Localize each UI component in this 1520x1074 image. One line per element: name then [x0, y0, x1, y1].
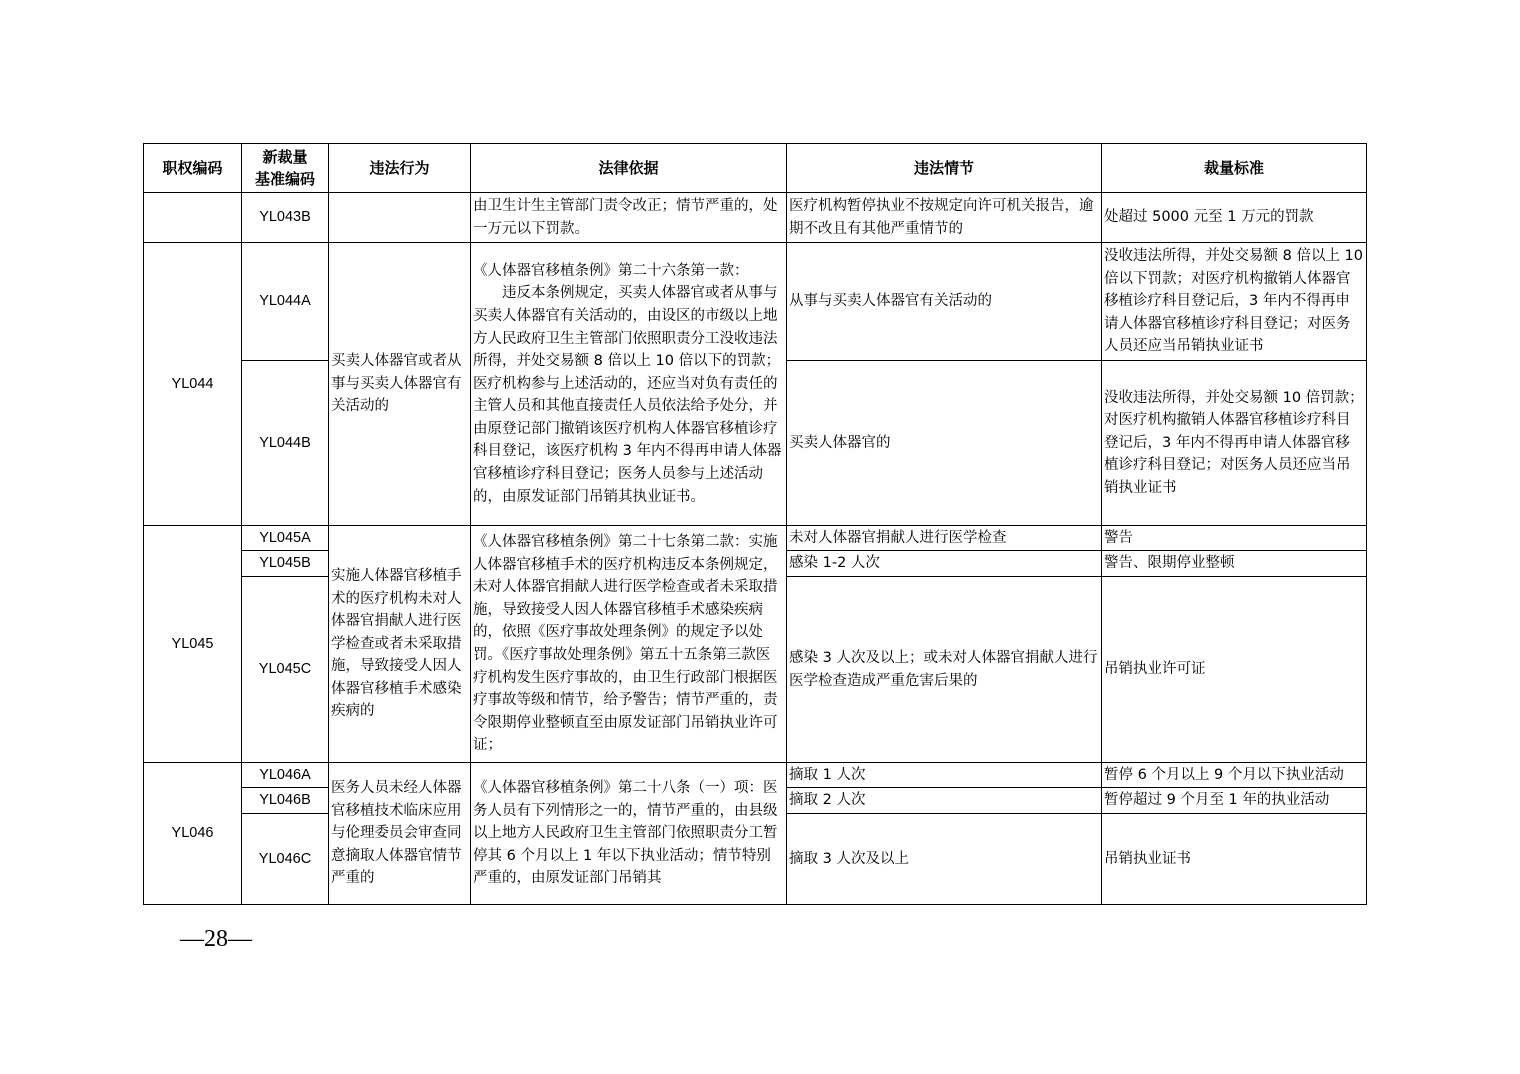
standard-cell: 处超过 5000 元至 1 万元的罚款	[1102, 193, 1367, 243]
legal-basis-cell: 《人体器官移植条例》第二十八条（一）项：医务人员有下列情形之一的，情节严重的，由县级以上地方人民政府卫生主管部门依照职责分工暂停其 6 个月以上 1 年以下执业活动；情节特别严重的，由原发证部门吊销其	[471, 763, 787, 905]
standard-cell: 没收违法所得，并处交易额 10 倍罚款；对医疗机构撤销人体器官移植诊疗科目登记后，3 年内不得再申请人体器官移植诊疗科目登记；对医务人员还应当吊销执业证书	[1102, 361, 1367, 526]
circumstance-cell: 摘取 3 人次及以上	[787, 814, 1102, 905]
sub-code-cell: YL046B	[242, 788, 329, 814]
sub-code-cell: YL044A	[242, 243, 329, 361]
circumstance-cell: 感染 1-2 人次	[787, 551, 1102, 577]
legal-basis-title: 《人体器官移植条例》第二十六条第一款：	[473, 262, 749, 279]
page-number: —28—	[180, 926, 252, 952]
sub-code-cell: YL046C	[242, 814, 329, 905]
sub-code-cell: YL045C	[242, 577, 329, 763]
table-row	[144, 193, 1367, 243]
legal-basis-cell: 《人体器官移植条例》第二十七条第二款：实施人体器官移植手术的医疗机构违反本条例规定，未对人体器官捐献人进行医学检查或者未采取措施，导致接受人因人体器官移植手术感染疾病的，依照《医疗事故处理条例》的规定予以处罚。《医疗事故处理条例》第五十五条第三款医疗机构发生医疗事故的，由卫生行政部门根据医疗事故等级和情节，给予警告；情节严重的，责令限期停业整顿直至由原发证部门吊销执业许可证；	[471, 526, 787, 763]
violation-cell: 医务人员未经人体器官移植技术临床应用与伦理委员会审查同意摘取人体器官情节严重的	[329, 763, 471, 905]
circumstance-cell: 未对人体器官捐献人进行医学检查	[787, 526, 1102, 551]
header-new-code-line2: 基准编码	[254, 170, 315, 188]
authority-code-cell: YL045	[144, 526, 242, 763]
sub-code-cell: YL045B	[242, 551, 329, 577]
sub-code-cell: YL045A	[242, 526, 329, 551]
authority-code-cell: YL044	[144, 243, 242, 526]
header-standard: 裁量标准	[1102, 144, 1367, 193]
standard-cell: 吊销执业证书	[1102, 814, 1367, 905]
table-row	[144, 763, 1367, 788]
penalty-standards-table	[143, 143, 1367, 905]
violation-cell: 买卖人体器官或者从事与买卖人体器官有关活动的	[329, 243, 471, 526]
standard-cell: 警告	[1102, 526, 1367, 551]
circumstance-cell: 医疗机构暂停执业不按规定向许可机关报告，逾期不改且有其他严重情节的	[787, 193, 1102, 243]
authority-code-cell	[144, 193, 242, 243]
legal-basis-cell	[471, 243, 787, 526]
header-new-code	[242, 144, 329, 193]
standard-cell: 暂停 6 个月以上 9 个月以下执业活动	[1102, 763, 1367, 788]
sub-code-cell: YL044B	[242, 361, 329, 526]
authority-code-cell: YL046	[144, 763, 242, 905]
circumstance-cell: 摘取 2 人次	[787, 788, 1102, 814]
header-authority-code: 职权编码	[144, 144, 242, 193]
header-circumstance: 违法情节	[787, 144, 1102, 193]
sub-code-cell: YL046A	[242, 763, 329, 788]
header-violation: 违法行为	[329, 144, 471, 193]
table-header-row	[144, 144, 1367, 193]
standard-cell: 暂停超过 9 个月至 1 年的执业活动	[1102, 788, 1367, 814]
header-new-code-line1: 新裁量	[262, 148, 308, 166]
table-row	[144, 526, 1367, 551]
standard-cell: 警告、限期停业整顿	[1102, 551, 1367, 577]
circumstance-cell: 摘取 1 人次	[787, 763, 1102, 788]
legal-basis-cell: 由卫生计生主管部门责令改正；情节严重的，处一万元以下罚款。	[471, 193, 787, 243]
standard-cell: 没收违法所得，并处交易额 8 倍以上 10 倍以下罚款；对医疗机构撤销人体器官移植诊疗科目登记后，3 年内不得再申请人体器官移植诊疗科目登记；对医务人员还应当吊销执业证书	[1102, 243, 1367, 361]
header-legal-basis: 法律依据	[471, 144, 787, 193]
table-row	[144, 243, 1367, 361]
violation-cell	[329, 193, 471, 243]
violation-cell: 实施人体器官移植手术的医疗机构未对人体器官捐献人进行医学检查或者未采取措施，导致接受人因人体器官移植手术感染疾病的	[329, 526, 471, 763]
circumstance-cell: 感染 3 人次及以上；或未对人体器官捐献人进行医学检查造成严重危害后果的	[787, 577, 1102, 763]
standard-cell: 吊销执业许可证	[1102, 577, 1367, 763]
sub-code-cell: YL043B	[242, 193, 329, 243]
legal-basis-body: 违反本条例规定，买卖人体器官或者从事与买卖人体器官有关活动的，由设区的市级以上地方人民政府卫生主管部门依照职责分工没收违法所得，并处交易额 8 倍以上 10 倍以下的罚款；医疗机构参与上述活动的，还应当对负有责任的主管人员和其他直接责任人员依法给予处分，并由原登记部门撤销该医疗机构人体器官移植诊疗科目登记，该医疗机构 3 年内不得再申请人体器官移植诊疗科目登记；医务人员参与上述活动的，由原发证部门吊销其执业证书。	[473, 285, 782, 505]
circumstance-cell: 买卖人体器官的	[787, 361, 1102, 526]
circumstance-cell: 从事与买卖人体器官有关活动的	[787, 243, 1102, 361]
